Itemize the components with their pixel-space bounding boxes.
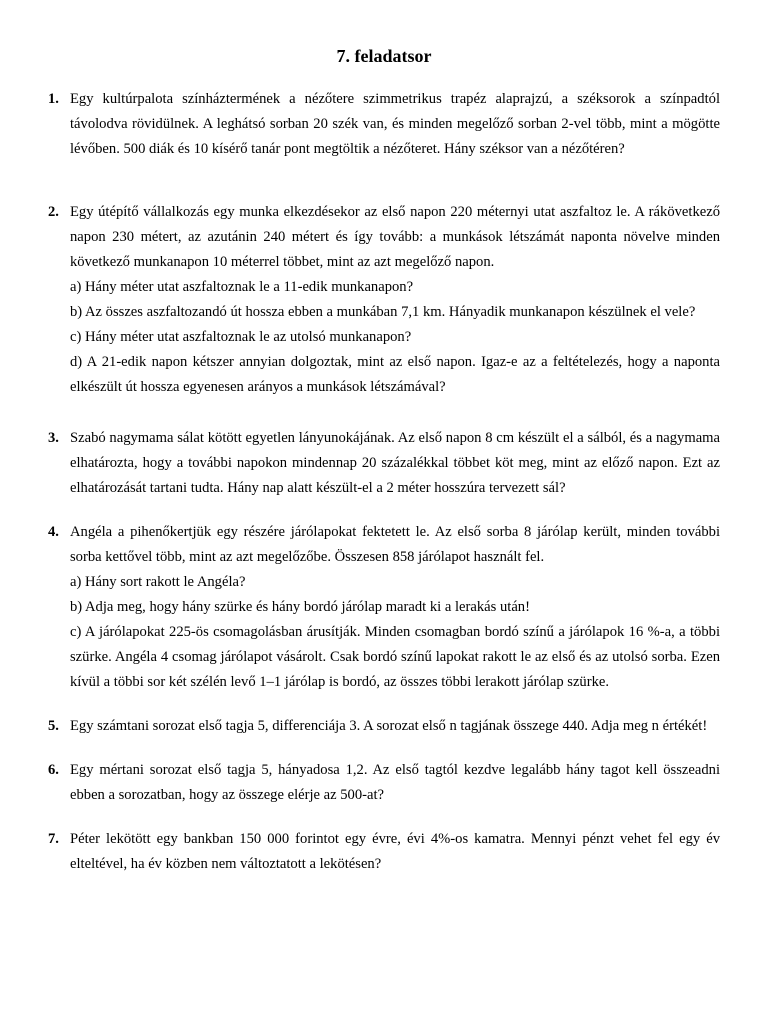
problem-7-text: Péter lekötött egy bankban 150 000 forintot egy évre, évi 4%-os kamatra. Mennyi pénzt vehet fel egy év elteltével, ha év közben nem változtatott a lekötésen? [70, 831, 720, 872]
problem-1 [48, 87, 720, 162]
problem-1-number: 1. [48, 91, 59, 107]
problem-3-text: Szabó nagymama sálat kötött egyetlen lányunokájának. Az első napon 8 cm készült el a sálból, és a nagymama elhatározta, hogy a további napokon mindennap 20 százalékkal többet köt meg, mint az előző napon. Ezt az elhatározását tartani tudta. Hány nap alatt készült-el a 2 méter hosszúra tervezett sál? [70, 430, 720, 496]
problem-4 [48, 520, 720, 695]
problem-6-text: Egy mértani sorozat első tagja 5, hányadosa 1,2. Az első tagtól kezdve legalább hány tagot kell összeadni ebben a sorozatban, hogy az összege elérje az 500-at? [70, 762, 720, 803]
problem-2-sub-b: b) Az összes aszfaltozandó út hossza ebben a munkában 7,1 km. Hányadik munkanapon készülnek el vele? [70, 304, 696, 320]
problem-2-sub-d: d) A 21-edik napon kétszer annyian dolgoztak, mint az első napon. Igaz-e az a feltételezés, hogy a naponta elkészült út hossza egyenesen arányos a munkások létszámával? [70, 354, 720, 395]
problem-6-number: 6. [48, 762, 59, 778]
problem-4-number: 4. [48, 524, 59, 540]
problem-2-text: Egy útépítő vállalkozás egy munka elkezdésekor az első napon 220 méternyi utat aszfaltoz le. A rákövetkező napon 230 métert, az azutánin 240 métert és így tovább: a munkások létszámát naponta növelve minden következő munkanapon 10 méterrel többet, mint az azt megelőző napon. [70, 204, 720, 270]
problem-4-text: Angéla a pihenőkertjük egy részére járólapokat fektetett le. Az első sorba 8 járólap került, minden további sorba kettővel több, mint az azt megelőzőbe. Összesen 858 járólapot használt fel. [70, 524, 720, 565]
problem-5-number: 5. [48, 718, 59, 734]
problem-6 [48, 758, 720, 808]
problem-5 [48, 714, 720, 739]
problem-2-sub-c: c) Hány méter utat aszfaltoznak le az utolsó munkanapon? [70, 329, 412, 345]
problem-3-number: 3. [48, 430, 59, 446]
page-title: 7. feladatsor [336, 46, 432, 66]
problem-7-number: 7. [48, 831, 59, 847]
problem-4-sub-b: b) Adja meg, hogy hány szürke és hány bordó járólap maradt ki a lerakás után! [70, 599, 530, 615]
problem-5-text: Egy számtani sorozat első tagja 5, differenciája 3. A sorozat első n tagjának összege 440. Adja meg n értékét! [70, 718, 708, 734]
problem-2-number: 2. [48, 204, 59, 220]
problem-4-sub-c: c) A járólapokat 225-ös csomagolásban árusítják. Minden csomagban bordó színű a járólapok 16 %-a, a többi szürke. Angéla 4 csomag járólapot vásárolt. Csak bordó színű lapokat rakott le az első és az utolsó sorba. Ezen kívül a többi sor két szélén levő 1–1 járólap is bordó, az összes többi lerakott járólap szürke. [70, 624, 720, 690]
problem-1-text: Egy kultúrpalota színháztermének a nézőtere szimmetrikus trapéz alaprajzú, a széksorok a színpadtól távolodva rövidülnek. A leghátsó sorban 20 szék van, és minden megelőző sorban 2-vel több, mint a mögötte lévőben. 500 diák és 10 kísérő tanár pont megtöltik a nézőteret. Hány széksor van a nézőtéren? [70, 91, 720, 157]
problem-2 [48, 200, 720, 400]
problem-4-sub-a: a) Hány sort rakott le Angéla? [70, 574, 246, 590]
problem-2-sub-a: a) Hány méter utat aszfaltoznak le a 11-edik munkanapon? [70, 279, 414, 295]
problem-3 [48, 426, 720, 501]
problem-7 [48, 827, 720, 877]
